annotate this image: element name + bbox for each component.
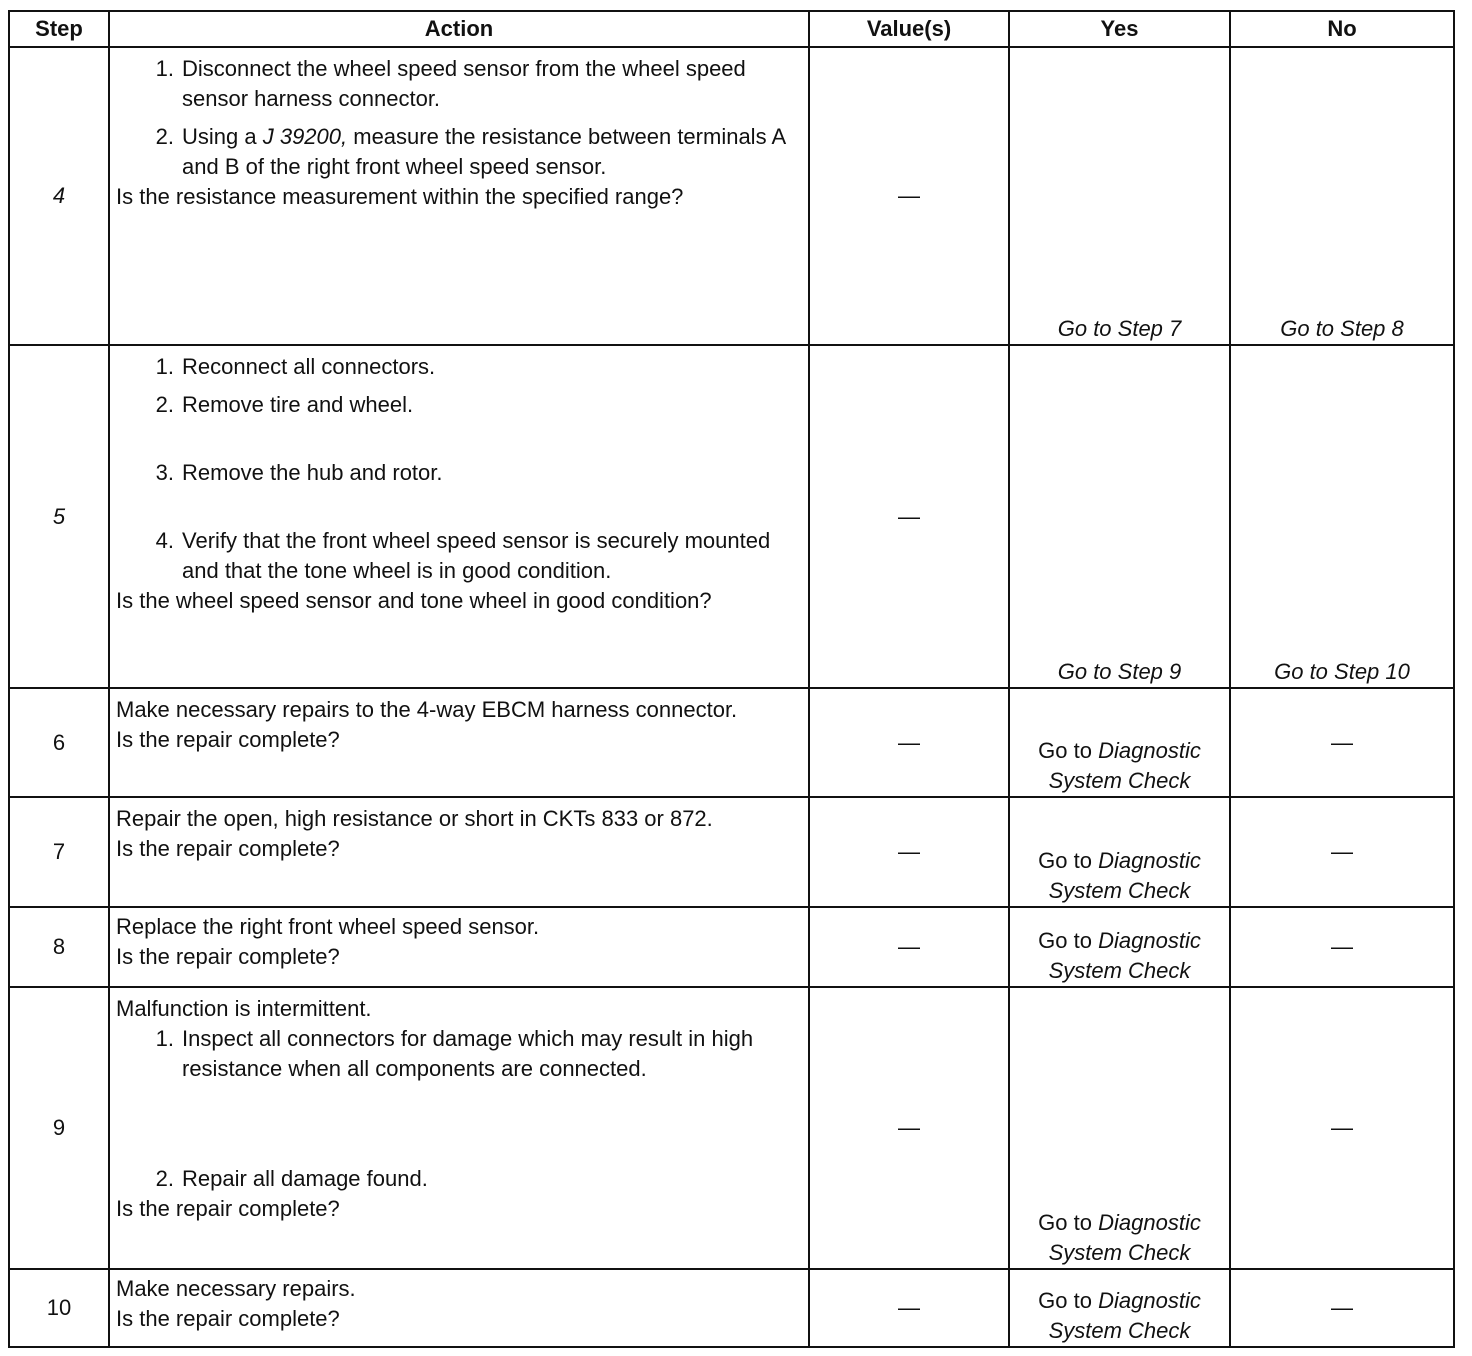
- step-number: 10: [9, 1269, 109, 1347]
- no-cell: —: [1230, 1269, 1454, 1347]
- no-cell[interactable]: Go to Step 8: [1230, 47, 1454, 345]
- action-text: Replace the right front wheel speed sensor.: [116, 914, 540, 939]
- header-step: Step: [9, 11, 109, 47]
- diagnostic-system-check-link[interactable]: Diagnostic System Check: [1048, 848, 1201, 903]
- action-question: Is the repair complete?: [116, 836, 340, 861]
- table-row: [9, 345, 1454, 688]
- table-row: [9, 987, 1454, 1269]
- table-row: [9, 907, 1454, 987]
- yes-cell[interactable]: [1009, 797, 1230, 907]
- header-no: No: [1230, 11, 1454, 47]
- header-row: [9, 11, 1454, 47]
- step-number: 8: [9, 907, 109, 987]
- action-cell: [109, 907, 809, 987]
- step-number: 9: [9, 987, 109, 1269]
- action-question: Is the wheel speed sensor and tone wheel in good condition?: [116, 588, 712, 613]
- value-cell: —: [809, 987, 1009, 1269]
- step-number: 5: [9, 345, 109, 688]
- action-item: 1. Reconnect all connectors.: [155, 354, 436, 379]
- action-cell: [109, 1269, 809, 1347]
- action-cell: [109, 987, 809, 1269]
- no-cell: —: [1230, 907, 1454, 987]
- value-cell: —: [809, 688, 1009, 797]
- action-text: Repair the open, high resistance or short in CKTs 833 or 872.: [116, 806, 713, 831]
- diagnostic-system-check-link[interactable]: Diagnostic System Check: [1048, 1288, 1201, 1343]
- header-values: Value(s): [809, 11, 1009, 47]
- action-cell: [109, 688, 809, 797]
- yes-prefix: Go to: [1038, 1210, 1092, 1235]
- yes-cell[interactable]: [1009, 688, 1230, 797]
- diagnostic-system-check-link[interactable]: Diagnostic System Check: [1048, 1210, 1201, 1265]
- action-question: Is the repair complete?: [116, 1196, 340, 1221]
- yes-prefix: Go to: [1038, 928, 1092, 953]
- table-row: [9, 47, 1454, 345]
- header-yes: Yes: [1009, 11, 1230, 47]
- action-question: Is the repair complete?: [116, 944, 340, 969]
- value-cell: —: [809, 47, 1009, 345]
- action-item: 2. Repair all damage found.: [155, 1166, 428, 1191]
- action-item: 4. Verify that the front wheel speed sensor is securely mounted and that the tone wheel is in good condition.: [155, 528, 771, 583]
- table-row: [9, 1269, 1454, 1347]
- yes-prefix: Go to: [1038, 738, 1092, 763]
- action-cell: [109, 345, 809, 688]
- action-cell: [109, 47, 809, 345]
- step-number: 7: [9, 797, 109, 907]
- yes-cell[interactable]: Go to Step 9: [1009, 345, 1230, 688]
- yes-prefix: Go to: [1038, 1288, 1092, 1313]
- yes-cell[interactable]: [1009, 987, 1230, 1269]
- value-cell: —: [809, 797, 1009, 907]
- action-item: 3. Remove the hub and rotor.: [155, 460, 443, 485]
- yes-prefix: Go to: [1038, 848, 1092, 873]
- action-item: 2. Using a J 39200, measure the resistance between terminals A and B of the right front wheel speed sensor.: [155, 124, 785, 179]
- action-text: Make necessary repairs to the 4-way EBCM harness connector.: [116, 697, 738, 722]
- tool-reference: J 39200,: [262, 124, 348, 149]
- action-question: Is the repair complete?: [116, 1306, 340, 1331]
- no-cell: —: [1230, 797, 1454, 907]
- step-number: 4: [9, 47, 109, 345]
- table-row: [9, 797, 1454, 907]
- no-cell: —: [1230, 987, 1454, 1269]
- header-action: Action: [109, 11, 809, 47]
- action-question: Is the repair complete?: [116, 727, 340, 752]
- value-cell: —: [809, 907, 1009, 987]
- value-cell: —: [809, 1269, 1009, 1347]
- diagnostic-system-check-link[interactable]: Diagnostic System Check: [1048, 738, 1201, 793]
- no-cell: —: [1230, 688, 1454, 797]
- action-item: 1. Disconnect the wheel speed sensor from the wheel speed sensor harness connector.: [155, 56, 746, 111]
- diagnostic-system-check-link[interactable]: Diagnostic System Check: [1048, 928, 1201, 983]
- action-item: 2. Remove tire and wheel.: [155, 392, 414, 417]
- value-cell: —: [809, 345, 1009, 688]
- step-number: 6: [9, 688, 109, 797]
- action-text: Make necessary repairs.: [116, 1276, 356, 1301]
- yes-cell[interactable]: [1009, 1269, 1230, 1347]
- no-cell[interactable]: Go to Step 10: [1230, 345, 1454, 688]
- yes-cell[interactable]: [1009, 907, 1230, 987]
- action-item: 1. Inspect all connectors for damage which may result in high resistance when all components are connected.: [155, 1026, 754, 1081]
- action-cell: [109, 797, 809, 907]
- action-text: Malfunction is intermittent.: [116, 996, 372, 1021]
- action-question: Is the resistance measurement within the specified range?: [116, 184, 684, 209]
- yes-cell[interactable]: Go to Step 7: [1009, 47, 1230, 345]
- diagnostic-table: [8, 10, 1455, 1348]
- table-row: [9, 688, 1454, 797]
